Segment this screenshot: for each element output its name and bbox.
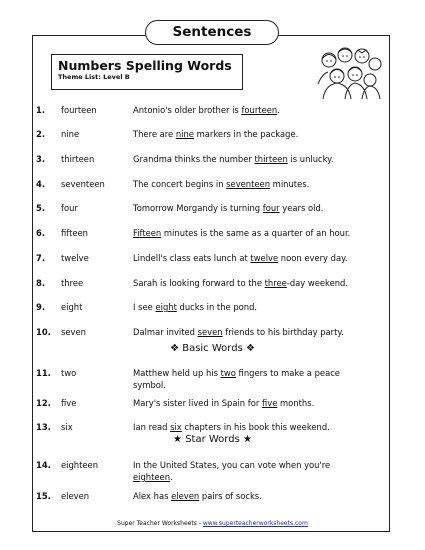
sentence-text: friends to his birthday party. xyxy=(222,327,344,337)
sentence-text: noon every day. xyxy=(278,253,348,263)
sentence-text: minutes. xyxy=(270,179,310,189)
example-sentence xyxy=(133,301,365,313)
sentence-text: Grandma thinks the number xyxy=(133,154,255,164)
example-sentence xyxy=(133,459,365,483)
sentence-text: I see xyxy=(133,302,156,312)
worksheet-subtitle: Theme List: Level B xyxy=(58,73,130,81)
example-sentence xyxy=(133,277,365,289)
spelling-word: fourteen xyxy=(61,105,97,115)
underlined-word: seven xyxy=(197,327,223,337)
example-sentence xyxy=(133,490,365,502)
underlined-word: five xyxy=(261,398,278,408)
example-sentence xyxy=(133,104,365,116)
item-number: 14. xyxy=(36,460,51,470)
item-number: 10. xyxy=(36,327,51,337)
sentence-text: In the United States, you can vote when you're xyxy=(133,460,331,470)
spelling-word: seven xyxy=(61,327,86,337)
example-sentence xyxy=(133,252,365,264)
footer xyxy=(0,520,425,528)
spelling-word: five xyxy=(61,398,77,408)
item-number: 2. xyxy=(36,129,46,139)
item-number: 12. xyxy=(36,398,51,408)
sentence-text: markers in the package. xyxy=(193,129,299,139)
sentence-text: -day weekend. xyxy=(286,278,349,288)
item-number: 8. xyxy=(36,278,46,288)
sentence-text: . xyxy=(170,472,173,482)
spelling-word: eight xyxy=(61,302,83,312)
sentence-text: chapters in his book this weekend. xyxy=(181,422,330,432)
spelling-word: thirteen xyxy=(61,154,95,164)
sentence-text: . xyxy=(277,105,280,115)
sentence-text: fingers to make a peace symbol. xyxy=(133,368,340,390)
item-number: 7. xyxy=(36,253,46,263)
sentence-text: ducks in the pond. xyxy=(176,302,258,312)
item-number: 3. xyxy=(36,154,46,164)
spelling-word: four xyxy=(61,203,78,213)
sentence-text: years old. xyxy=(279,203,324,213)
underlined-word: nine xyxy=(175,129,194,139)
spelling-word: eleven xyxy=(61,491,90,501)
sentence-text: Mary's sister lived in Spain for xyxy=(133,398,262,408)
underlined-word: seventeen xyxy=(226,179,271,189)
item-number: 15. xyxy=(36,491,51,501)
item-number: 1. xyxy=(36,105,46,115)
example-sentence xyxy=(133,227,365,239)
footer-link[interactable]: www.superteacherworksheets.com xyxy=(202,520,308,527)
spelling-word: fifteen xyxy=(61,228,88,238)
example-sentence xyxy=(133,178,365,190)
sentence-text: is unlucky. xyxy=(287,154,334,164)
example-sentence xyxy=(133,326,365,338)
underlined-word: twelve xyxy=(250,253,279,263)
sentence-text: Lindell's class eats lunch at xyxy=(133,253,251,263)
spelling-word: three xyxy=(61,278,84,288)
item-number: 6. xyxy=(36,228,46,238)
item-number: 5. xyxy=(36,203,46,213)
people-group-icon xyxy=(315,44,385,100)
footer-prefix: Super Teacher Worksheets - xyxy=(117,520,203,527)
spelling-word: six xyxy=(61,422,73,432)
item-number: 4. xyxy=(36,179,46,189)
item-number: 13. xyxy=(36,422,51,432)
spelling-word: nine xyxy=(61,129,80,139)
sentence-text: Matthew held up his xyxy=(133,368,221,378)
sentence-text: Antonio's older brother is xyxy=(133,105,242,115)
sentence-text: There are xyxy=(133,129,176,139)
underlined-word: Fifteen xyxy=(133,228,162,238)
sentence-text: months. xyxy=(277,398,315,408)
sentence-text: Sarah is looking forward to the xyxy=(133,278,265,288)
spelling-word: eighteen xyxy=(61,460,99,470)
spelling-word: twelve xyxy=(61,253,89,263)
item-number: 9. xyxy=(36,302,46,312)
sentence-text: Alex has xyxy=(133,491,172,501)
underlined-word: eight xyxy=(155,302,177,312)
example-sentence xyxy=(133,202,365,214)
star-words-heading: ★ Star Words ★ xyxy=(173,434,252,445)
underlined-word: two xyxy=(220,368,236,378)
example-sentence xyxy=(133,128,365,140)
spelling-word: two xyxy=(61,368,77,378)
example-sentence xyxy=(133,421,365,433)
basic-words-heading: ❖ Basic Words ❖ xyxy=(170,343,255,354)
underlined-word: eleven xyxy=(171,491,200,501)
example-sentence xyxy=(133,397,365,409)
spelling-word: seventeen xyxy=(61,179,105,189)
underlined-word: eighteen xyxy=(133,472,171,482)
example-sentence xyxy=(133,367,365,391)
title-box xyxy=(51,54,243,90)
underlined-word: six xyxy=(170,422,182,432)
underlined-word: three xyxy=(264,278,287,288)
sentence-text: minutes is the same as a quarter of an hour. xyxy=(161,228,351,238)
underlined-word: fourteen xyxy=(241,105,278,115)
worksheet-title: Numbers Spelling Words xyxy=(58,58,232,73)
underlined-word: four xyxy=(262,203,280,213)
sentence-text: The concert begins in xyxy=(133,179,227,189)
example-sentence xyxy=(133,153,365,165)
sentence-text: pairs of socks. xyxy=(199,491,262,501)
page-badge: Sentences xyxy=(145,20,279,45)
underlined-word: thirteen xyxy=(254,154,288,164)
sentence-text: Tomorrow Morgandy is turning xyxy=(133,203,263,213)
sentence-text: Ian read xyxy=(133,422,171,432)
sentence-text: Dalmar invited xyxy=(133,327,198,337)
item-number: 11. xyxy=(36,368,51,378)
